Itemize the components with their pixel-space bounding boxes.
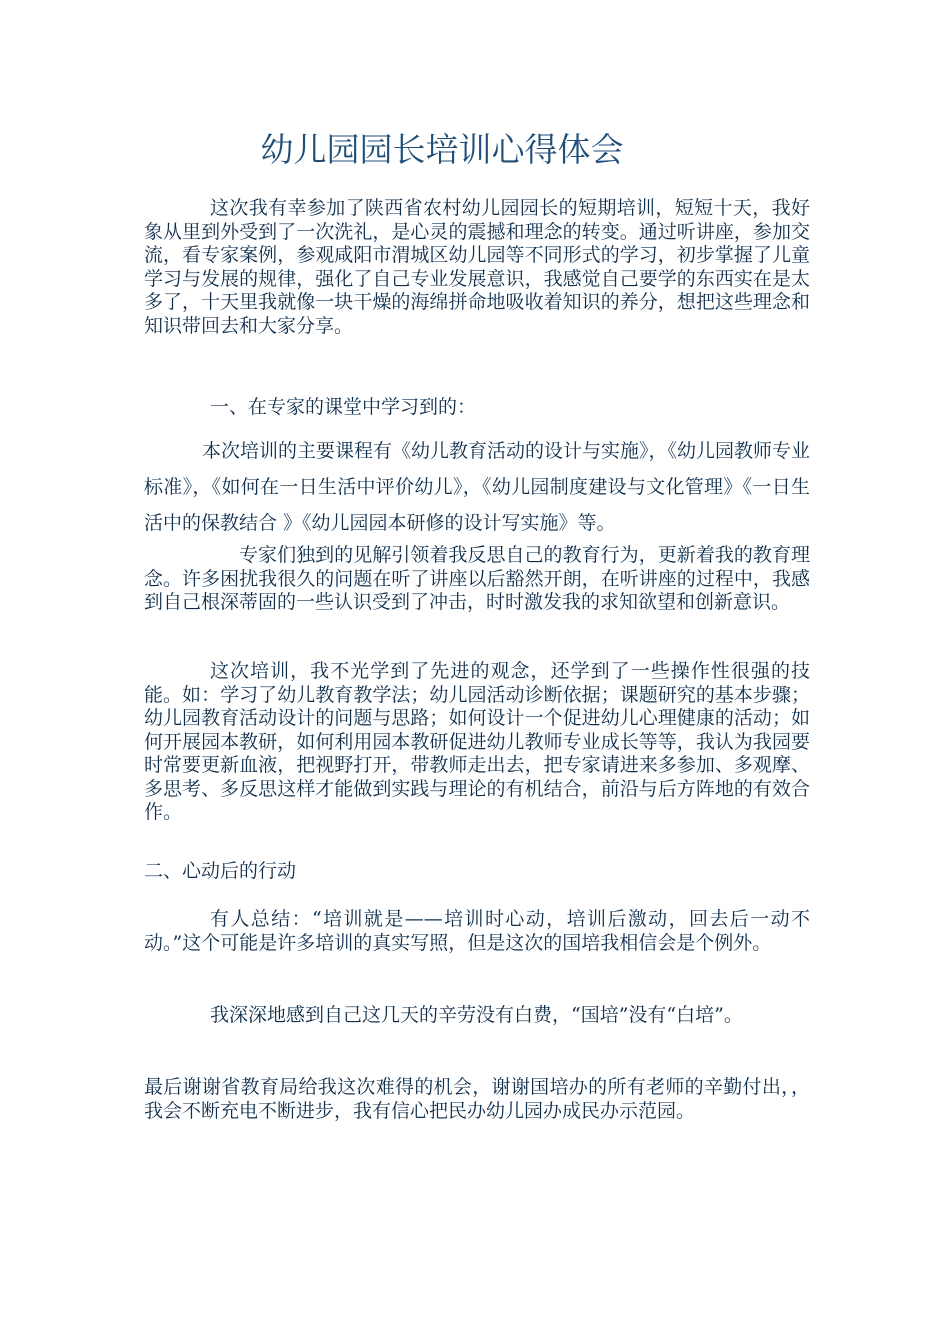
paragraph-courses: 本次培训的主要课程有《幼儿教育活动的设计与实施》，《幼儿园教师专业标准》，《如何在一日生活中评价幼儿》，《幼儿园制度建设与文化管理》《一日生活中的保教结合 》《幼儿园园本研修的设计写实施》等。 [144,440,811,534]
paragraph-skills: 这次培训，我不光学到了先进的观念，还学到了一些操作性很强的技能。如：学习了幼儿教育教学法；幼儿园活动诊断依据；课题研究的基本步骤；幼儿园教育活动设计的问题与思路；如何设计一个促进幼儿心理健康的活动；如何开展园本教研，如何利用园本教研促进幼儿教师专业成长等等，我认为我园要时常要更新血液，把视野打开，带教师走出去，把专家请进来多参加、多观摩、多思考、多反思这样才能做到实践与理论的有机结合，前沿与后方阵地的有效合作。 [144,660,810,823]
document-title: 幼儿园园长培训心得体会 [260,130,624,169]
paragraph-reflection: 专家们独到的见解引领着我反思自己的教育行为，更新着我的教育理念。许多困扰我很久的问题在听了讲座以后豁然开朗，在听讲座的过程中，我感到自己根深蒂固的一些认识受到了冲击，时时激发我的求知欲望和创新意识。 [144,544,810,613]
section-heading-2: 二、心动后的行动 [144,860,297,882]
paragraph-effort: 我深深地感到自己这几天的辛劳没有白费，“国培”没有“白培”。 [210,1004,743,1026]
paragraph-thanks: 最后谢谢省教育局给我这次难得的机会，谢谢国培办的所有老师的辛勤付出，，我会不断充电不断进步，我有信心把民办幼儿园办成民办示范园。 [144,1076,810,1122]
section-heading-1: 一、在专家的课堂中学习到的： [210,396,477,418]
paragraph-summary: 有人总结：“培训就是——培训时心动，培训后激动，回去后一动不动。”这个可能是许多培训的真实写照，但是这次的国培我相信会是个例外。 [144,908,810,954]
paragraph-intro: 这次我有幸参加了陕西省农村幼儿园园长的短期培训，短短十天，我好象从里到外受到了一次洗礼，是心灵的震撼和理念的转变。通过听讲座，参加交流，看专家案例，参观咸阳市渭城区幼儿园等不同形式的学习，初步掌握了儿童学习与发展的规律，强化了自己专业发展意识，我感觉自己要学的东西实在是太多了，十天里我就像一块干燥的海绵拼命地吸收着知识的养分，想把这些理念和知识带回去和大家分享。 [144,197,810,337]
